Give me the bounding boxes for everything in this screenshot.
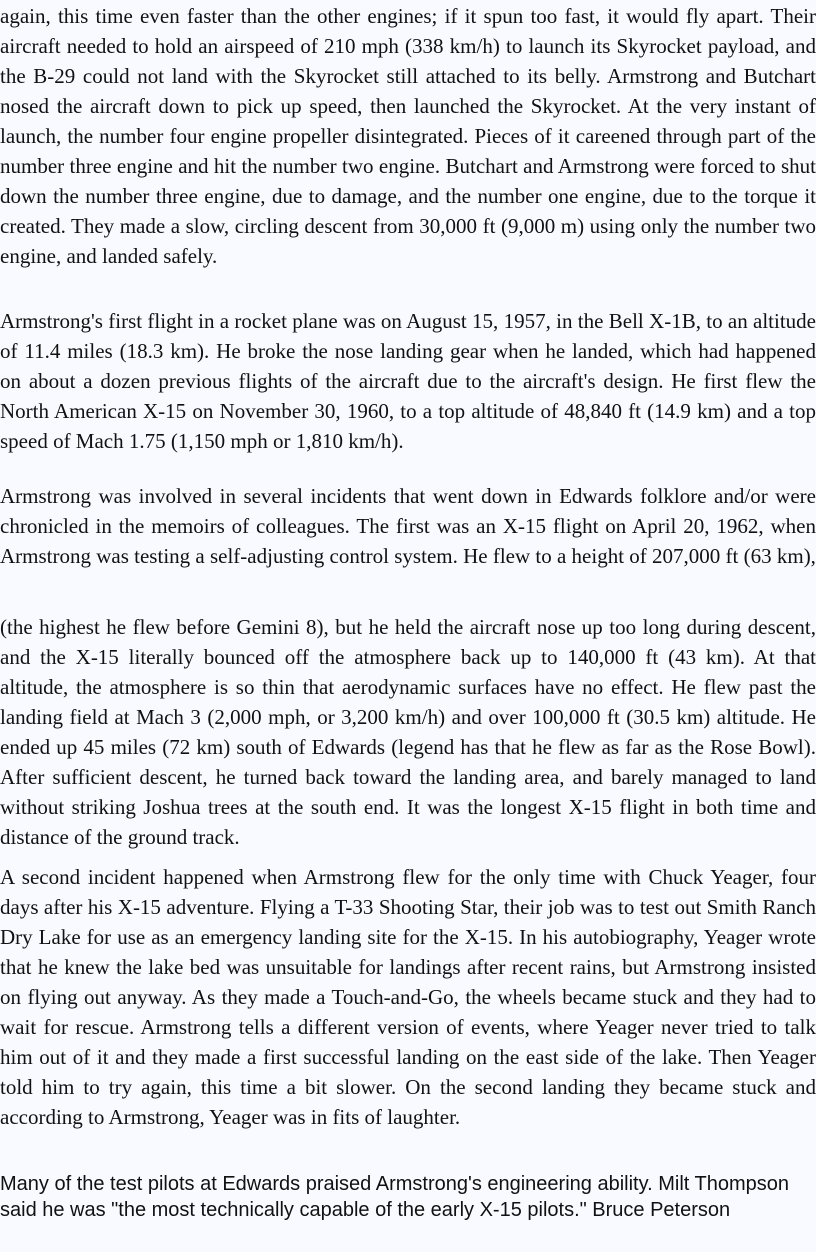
paragraph-x15-bounce: (the highest he flew before Gemini 8), but he held the aircraft nose up too long during descent, and the X-15 literally bounced off the atmosphere back up to 140,000 ft (43 km). At that altitude, the atmosphere is so thin that aerodynamic surfaces have no effect. He flew past the landing field at Mach 3 (2,000 mph, or 3,200 km/h) and over 100,000 ft (30.5 km) altitude. He ended up 45 miles (72 km) south of Edwards (legend has that he flew as far as the Rose Bowl). After sufficient descent, he turned back toward the landing area, and barely managed to land without striking Joshua trees at the south end. It was the longest X-15 flight in both time and distance of the ground track.: [0, 615, 816, 849]
paragraph-engineering-praise: Many of the test pilots at Edwards praised Armstrong's engineering ability. Milt Thompson said he was "the most technically capable of the early X-15 pilots." Bruce Peterson: [0, 1173, 790, 1221]
paragraph-first-rocket-flight: Armstrong's first flight in a rocket plane was on August 15, 1957, in the Bell X-1B, to an altitude of 11.4 miles (18.3 km). He broke the nose landing gear when he landed, which had happened on about a dozen previous flights of the aircraft due to the aircraft's design. He first flew the North American X-15 on November 30, 1960, to a top altitude of 48,840 ft (14.9 km) and a top speed of Mach 1.75 (1,150 mph or 1,810 km/h).: [0, 309, 816, 453]
paragraph-x15-incident-intro: Armstrong was involved in several incidents that went down in Edwards folklore and/or were chronicled in the memoirs of colleagues. The first was an X-15 flight on April 20, 1962, when Armstrong was testing a self-adjusting control system. He flew to a height of 207,000 ft (63 km),: [0, 484, 816, 568]
paragraph-b29-skyrocket-launch: again, this time even faster than the other engines; if it spun too fast, it would fly apart. Their aircraft needed to hold an airspeed of 210 mph (338 km/h) to launch its Skyrocket payload, and the B-29 could not land with the Skyrocket still attached to its belly. Armstrong and Butchart nosed the aircraft down to pick up speed, then launched the Skyrocket. At the very instant of launch, the number four engine propeller disintegrated. Pieces of it careened through part of the number three engine and hit the number two engine. Butchart and Armstrong were forced to shut down the number three engine, due to damage, and the number one engine, due to the torque it created. They made a slow, circling descent from 30,000 ft (9,000 m) using only the number two engine, and landed safely.: [0, 4, 816, 268]
paragraph-yeager-incident: A second incident happened when Armstrong flew for the only time with Chuck Yeager, four days after his X-15 adventure. Flying a T-33 Shooting Star, their job was to test out Smith Ranch Dry Lake for use as an emergency landing site for the X-15. In his autobiography, Yeager wrote that he knew the lake bed was unsuitable for landings after recent rains, but Armstrong insisted on flying out anyway. As they made a Touch-and-Go, the wheels became stuck and they had to wait for rescue. Armstrong tells a different version of events, where Yeager never tried to talk him out of it and they made a first successful landing on the east side of the lake. Then Yeager told him to try again, this time a bit slower. On the second landing they became stuck and according to Armstrong, Yeager was in fits of laughter.: [0, 865, 816, 1129]
